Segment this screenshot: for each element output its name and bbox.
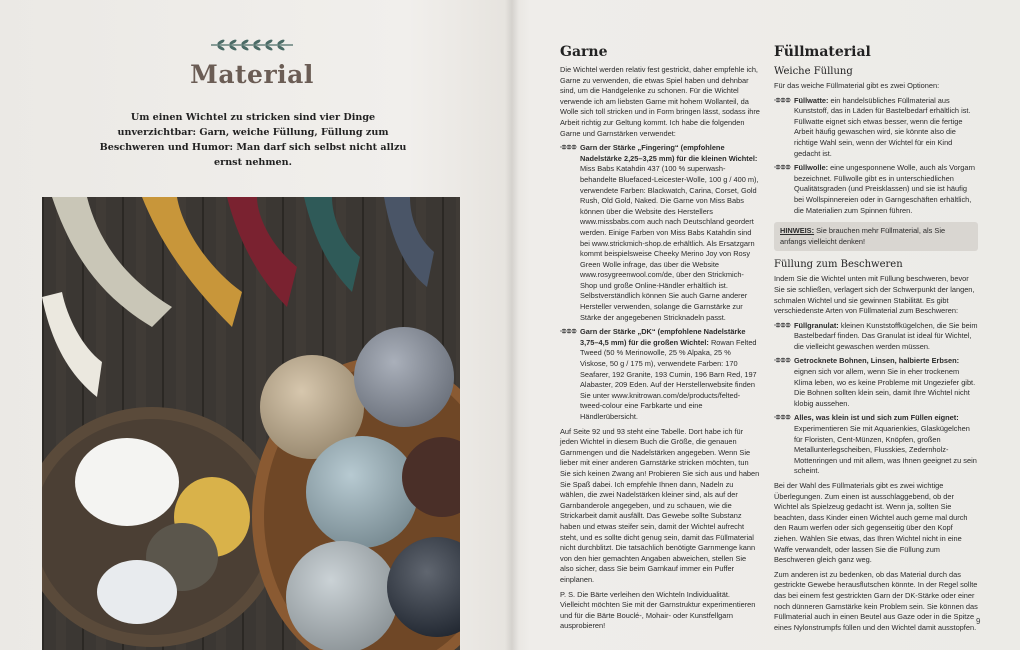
item-title: Füllwatte: xyxy=(794,95,829,105)
fuell-paragraph-2: Indem Sie die Wichtel unten mit Füllung beschweren, bevor Sie sie schließen, verlagert sich der Schwerpunkt der langen, schmalen Wichtel und sie gewinnen Stabilität. Es gibt verschiedenste Arten von Füllmaterial zum Beschweren: xyxy=(774,274,975,316)
leaf-bullet-icon xyxy=(774,322,791,328)
yarn-photo xyxy=(42,197,460,650)
list-item xyxy=(774,321,978,353)
garne-paragraph-3: P. S. Die Bärte verleihen den Wichteln Individualität. Vielleicht möchten Sie mit der Garnstruktur experimentieren und für die Bärte Bouclé-, Mohair- oder Kunstfellgarn ausprobieren! xyxy=(560,589,756,631)
item-title: Alles, was klein ist und sich zum Füllen eignet: xyxy=(794,413,959,423)
leaf-ornament-icon xyxy=(209,38,295,52)
book-spine xyxy=(505,0,519,650)
fuell-paragraph-3: Bei der Wahl des Füllmaterials gibt es zwei wichtige Überlegungen. Zum einen ist ausschlaggebend, ob der Wichtel als Spielzeug gedacht ist. Wenn ja, sollten Sie beachten, dass Kinder einen Wichtel auch gerne mal durch den Raum werfen oder sich gegenseitig über den Kopf ziehen. Wählen Sie etwas, das Ihren Wichtel nicht in eine Waffe verwandelt, oder lassen Sie die Füllung zum Beschweren gleich ganz weg. xyxy=(774,481,968,565)
item-title: Füllgranulat: xyxy=(794,320,839,330)
fuell-paragraph-4: Zum anderen ist zu bedenken, ob das Material durch das gestrickte Gewebe herausflutschen könnte. In der Regel sollte das bei einem fest gestrickten Garn der DK-Stärke oder einer noch dünneren Garnstärke kein Problem sein. Sie können das Füllmaterial auch in einen Beutel aus Gaze oder in die Spitze eines Nylonstrumpfs füllen und den Wichtel damit ausstopfen. xyxy=(774,569,978,632)
item-text: Miss Babs Katahdin 437 (100 % superwash-behandelte Bluefaced-Leicester-Wolle, 100 g / 400 m), verwendete Farben: Blackwatch, Carina, Corset, Gold Rush, Old Gold, Naked. Die Garne von Miss Babs können über die Website des Herstellers www.missbabs.com auch nach Deutschland geordert werden. Einige Farben von Miss Babs Katahdin sind bei www.strickmich-shop.de erhältlich. Als Ersatzgarn kommt beispielsweise Cheeky Merino Joy von Rosy Green Wolle infrage, das über die Website www.rosygreenwool.com/de, über den Strickmich-Shop und große Online-Händler erhältlich ist. Selbstverständlich können Sie auch Garne anderer Hersteller verwenden, solange die Garnstärke zur Stärke der angegebenen Stricknadeln passt. xyxy=(580,164,759,322)
page-number: 9 xyxy=(976,617,981,626)
item-title: Füllwolle: xyxy=(794,163,829,173)
list-item xyxy=(560,143,760,323)
heading-garne: Garne xyxy=(560,44,608,60)
leaf-bullet-icon xyxy=(560,328,577,334)
leaf-bullet-icon xyxy=(774,357,791,363)
item-text: ein handelsübliches Füllmaterial aus Kunststoff, das in Läden für Bastelbedarf erhältlich ist. Füllwatte eignet sich etwas besser, wenn die fertige Arbeit häufig gewaschen wird, sie könnte also die richtige Wahl sein, wenn der Wichtel für ein Kind gedacht ist. xyxy=(794,95,971,158)
hint-label: HINWEIS: xyxy=(780,226,815,236)
item-text: Rowan Felted Tweed (50 % Merinowolle, 25 % Alpaka, 25 % Viskose, 50 g / 175 m), verwendete Farben: 170 Seafarer, 192 Granite, 193 Cumin, 196 Barn Red, 197 Alabaster, 209 Eden. Auf der Herstellerwebsite finden Sie unter www.knitrowan.com/de/products/felted-tweed-colour eine Farbkarte und eine Händlerübersicht. xyxy=(580,337,757,421)
page-title: Material xyxy=(190,60,314,89)
item-title: Garn der Stärke „DK“ (empfohlene Nadelstärke 3,75–4,5 mm) für die großen Wichtel: xyxy=(580,327,746,347)
column-fuellmaterial xyxy=(774,44,981,637)
list-item xyxy=(774,96,978,160)
leaf-bullet-icon xyxy=(560,144,577,150)
hint-box xyxy=(774,222,978,251)
item-text: kleinen Kunststoffkügelchen, die Sie beim Bastelbedarf finden. Das Granulat ist ideal für Wichtel, die vielleicht gewaschen werden müssen. xyxy=(794,320,978,351)
fuell-intro: Für das weiche Füllmaterial gibt es zwei Optionen: xyxy=(774,81,940,90)
heading-fuellmaterial: Füllmaterial xyxy=(774,44,871,60)
column-garne xyxy=(560,44,760,636)
list-item xyxy=(774,413,978,477)
item-text: eine ungesponnene Wolle, auch als Vorgarn bezeichnet. Füllwolle gibt es in unterschiedlichen Qualitätsgraden (und Preisklassen) und sie ist häufig bei Wollspinnereien oder in Garngeschäften erhältlich, die Materialien zum Spinnen führen. xyxy=(794,163,976,215)
subheading-weiche-fuellung: Weiche Füllung xyxy=(774,66,853,77)
list-item xyxy=(560,327,760,422)
subheading-fuellung-beschweren: Füllung zum Beschweren xyxy=(774,259,903,271)
garne-paragraph-2: Auf Seite 92 und 93 steht eine Tabelle. Dort habe ich für jeden Wichtel in diesem Buch die Größe, die genauen Garnmengen und die Nadelstärken angegeben. Wenn Sie lieber mit einer anderen Garnstärke stricken möchten, tun Sie sich keinen Zwang an! Probieren Sie sich aus und haben Sie Spaß dabei. Ich empfehle Ihnen dann, Nadeln zu wählen, die zwei Nadelstärken kleiner sind, als auf der Garnbanderole angegeben, und zu schauen, wie die Strickarbeit damit ausfällt. Das Gewebe sollte Substanz haben und etwas steifer sein, damit der Wichtel aufrecht steht, und es sollte dicht genug sein, damit das Füllmaterial nicht durchblitzt. Die tatsächlich benötigte Garnmenge kann von den hier gemachten Angaben abweichen, stellen Sie also sicher, dass Sie beim Garnkauf immer ein Puffer einplanen. xyxy=(560,426,760,584)
hint-text: Sie brauchen mehr Füllmaterial, als Sie anfangs vielleicht denken! xyxy=(780,226,946,246)
leaf-bullet-icon xyxy=(774,414,791,420)
list-item xyxy=(774,163,978,216)
garne-intro: Die Wichtel werden relativ fest gestrickt, daher empfehle ich, Garne zu verwenden, die etwas Spiel haben und dehnbar sind, um die Handgelenke zu schonen. Für die Wichtel verwende ich am liebsten Garne mit hohem Wollanteil, da Wolle sich toll stricken und in Form bringen lässt, sodass ihre Arbeit richtig zur Geltung kommt. Ich habe die folgenden Garne und Garnstärken verwendet: xyxy=(560,65,760,138)
item-text: Experimentieren Sie mit Aquarienkies, Glaskügelchen für Floristen, Cent-Münzen, Knöpfen, großen Metallunterlegscheiben, Flusskies, Zedernholz-Mottenringen und mit allem, was Ihnen geeignet zu sein scheint. xyxy=(794,424,977,476)
intro-text: Um einen Wichtel zu stricken sind vier Dinge unverzichtbar: Garn, weiche Füllung, Füllung zum Beschweren und Humor: Man darf sich selbst nicht allzu ernst nehmen. xyxy=(99,112,407,168)
list-item xyxy=(774,356,978,409)
leaf-bullet-icon xyxy=(774,97,791,103)
leaf-bullet-icon xyxy=(774,164,791,170)
item-title: Getrocknete Bohnen, Linsen, halbierte Erbsen: xyxy=(794,356,960,366)
item-title: Garn der Stärke „Fingering“ (empfohlene Nadelstärke 2,25–3,25 mm) für die kleinen Wichtel: xyxy=(580,143,758,163)
item-text: eignen sich vor allem, wenn Sie in eher trockenem Klima leben, wo es keine Probleme mit Ungeziefer gibt. Die Bohnen sollten klein sein, damit Ihre Wichtel nicht klobig aussehen. xyxy=(794,367,976,408)
